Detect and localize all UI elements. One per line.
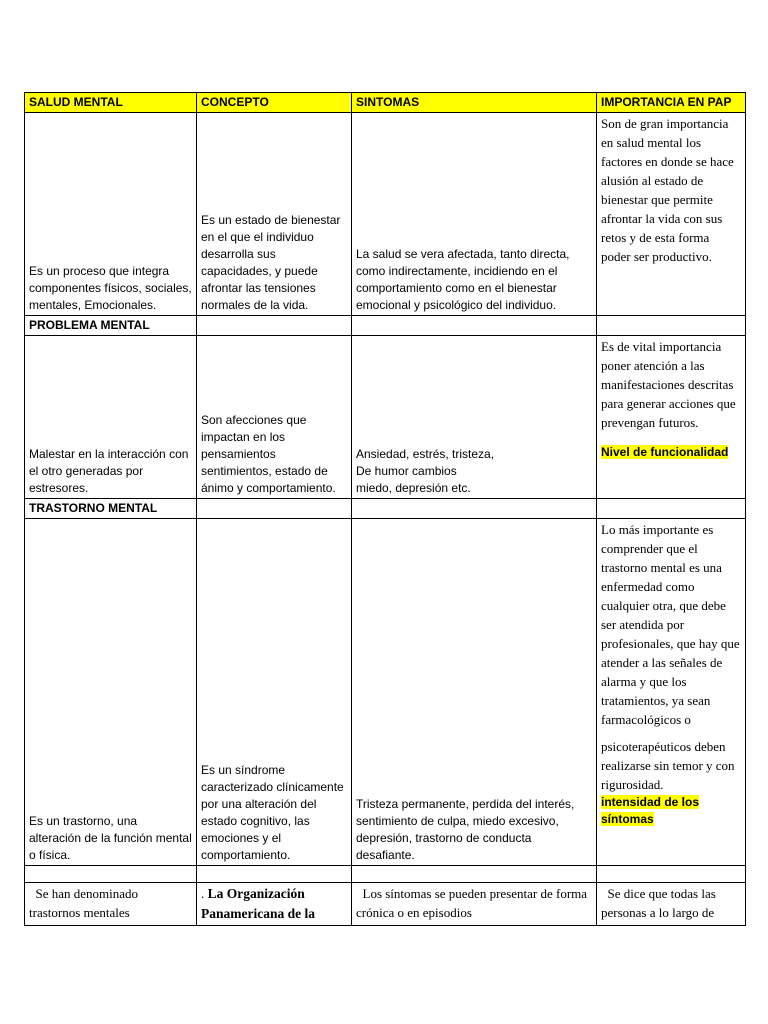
cell-problema-malestar: Malestar en la interacción con el otro generadas por estresores. <box>25 336 197 499</box>
section-label-trastorno: TRASTORNO MENTAL <box>25 499 197 519</box>
document-table-container <box>24 92 745 926</box>
cell-trastorno-concepto: Es un síndrome caracterizado clínicamente por una alteración del estado cognitivo, las emociones y el comportamiento. <box>197 519 352 866</box>
section-row-trastorno-mental <box>25 499 746 519</box>
section-empty-cell <box>597 316 746 336</box>
sintoma-line: miedo, depresión etc. <box>356 481 471 495</box>
section-label-problema: PROBLEMA MENTAL <box>25 316 197 336</box>
cell-continuation-personas: Se dice que todas las personas a lo largo de <box>597 883 746 926</box>
section-empty-cell <box>197 316 352 336</box>
blank-cell <box>352 866 597 883</box>
cell-trastorno-alteracion: Es un trastorno, una alteración de la función mental o física. <box>25 519 197 866</box>
sintoma-line: De humor cambios <box>356 464 457 478</box>
header-salud-mental: SALUD MENTAL <box>25 93 197 113</box>
sintoma-line: Ansiedad, estrés, tristeza, <box>356 447 495 461</box>
section-empty-cell <box>197 499 352 519</box>
cell-salud-proceso: Es un proceso que integra componentes físicos, sociales, mentales, Emocionales. <box>25 113 197 316</box>
table-row-salud-mental <box>25 113 746 316</box>
section-empty-cell <box>352 499 597 519</box>
mental-health-table <box>24 92 746 926</box>
section-empty-cell <box>597 499 746 519</box>
cell-trastorno-sintomas: Tristeza permanente, perdida del interés, sentimiento de culpa, miedo excesivo, depresión, trastorno de conducta desafiante. <box>352 519 597 866</box>
cell-problema-sintomas <box>352 336 597 499</box>
table-row-continuation <box>25 883 746 926</box>
importancia-text: Es de vital importancia poner atención a las manifestaciones descritas para generar acciones que prevengan futuros. <box>601 339 736 430</box>
section-empty-cell <box>352 316 597 336</box>
cell-problema-concepto: Son afecciones que impactan en los pensamientos sentimientos, estado de ánimo y comportamiento. <box>197 336 352 499</box>
header-importancia: IMPORTANCIA EN PAP <box>597 93 746 113</box>
blank-cell <box>597 866 746 883</box>
blank-row <box>25 866 746 883</box>
table-row-trastorno-mental <box>25 519 746 866</box>
table-row-problema-mental <box>25 336 746 499</box>
highlight-intensidad-sintomas: intensidad de los síntomas <box>601 795 700 826</box>
header-sintomas: SINTOMAS <box>352 93 597 113</box>
highlight-nivel-funcionalidad: Nivel de funcionalidad <box>601 445 729 459</box>
cell-trastorno-importancia <box>597 519 746 866</box>
cell-salud-concepto: Es un estado de bienestar en el que el individuo desarrolla sus capacidades, y puede afrontar las tensiones normales de la vida. <box>197 113 352 316</box>
section-row-problema-mental <box>25 316 746 336</box>
cell-continuation-trastornos: Se han denominado trastornos mentales <box>25 883 197 926</box>
header-row <box>25 93 746 113</box>
cell-salud-sintomas: La salud se vera afectada, tanto directa, como indirectamente, incidiendo en el comportamiento como en el bienestar emocional y psicológico del individuo. <box>352 113 597 316</box>
ops-text: La Organización Panamericana de la <box>201 886 315 921</box>
importancia-text-part2: psicoterapéuticos deben realizarse sin temor y con rigurosidad. <box>601 739 735 792</box>
importancia-text-part1: Lo más importante es comprender que el trastorno mental es una enfermedad como cualquier otra, que debe ser atendida por profesionales, que hay que atender a las señales de alarma y que los tratamientos, ya sean farmacológicos o <box>601 522 740 727</box>
cell-salud-importancia: Son de gran importancia en salud mental los factores en donde se hace alusión al estado de bienestar que permite afrontar la vida con sus retos y de esta forma poder ser productivo. <box>597 113 746 316</box>
ops-prefix: . <box>201 886 205 901</box>
cell-continuation-ops <box>197 883 352 926</box>
blank-cell <box>25 866 197 883</box>
cell-problema-importancia <box>597 336 746 499</box>
cell-continuation-sintomas: Los síntomas se pueden presentar de forma crónica o en episodios <box>352 883 597 926</box>
blank-cell <box>197 866 352 883</box>
header-concepto: CONCEPTO <box>197 93 352 113</box>
